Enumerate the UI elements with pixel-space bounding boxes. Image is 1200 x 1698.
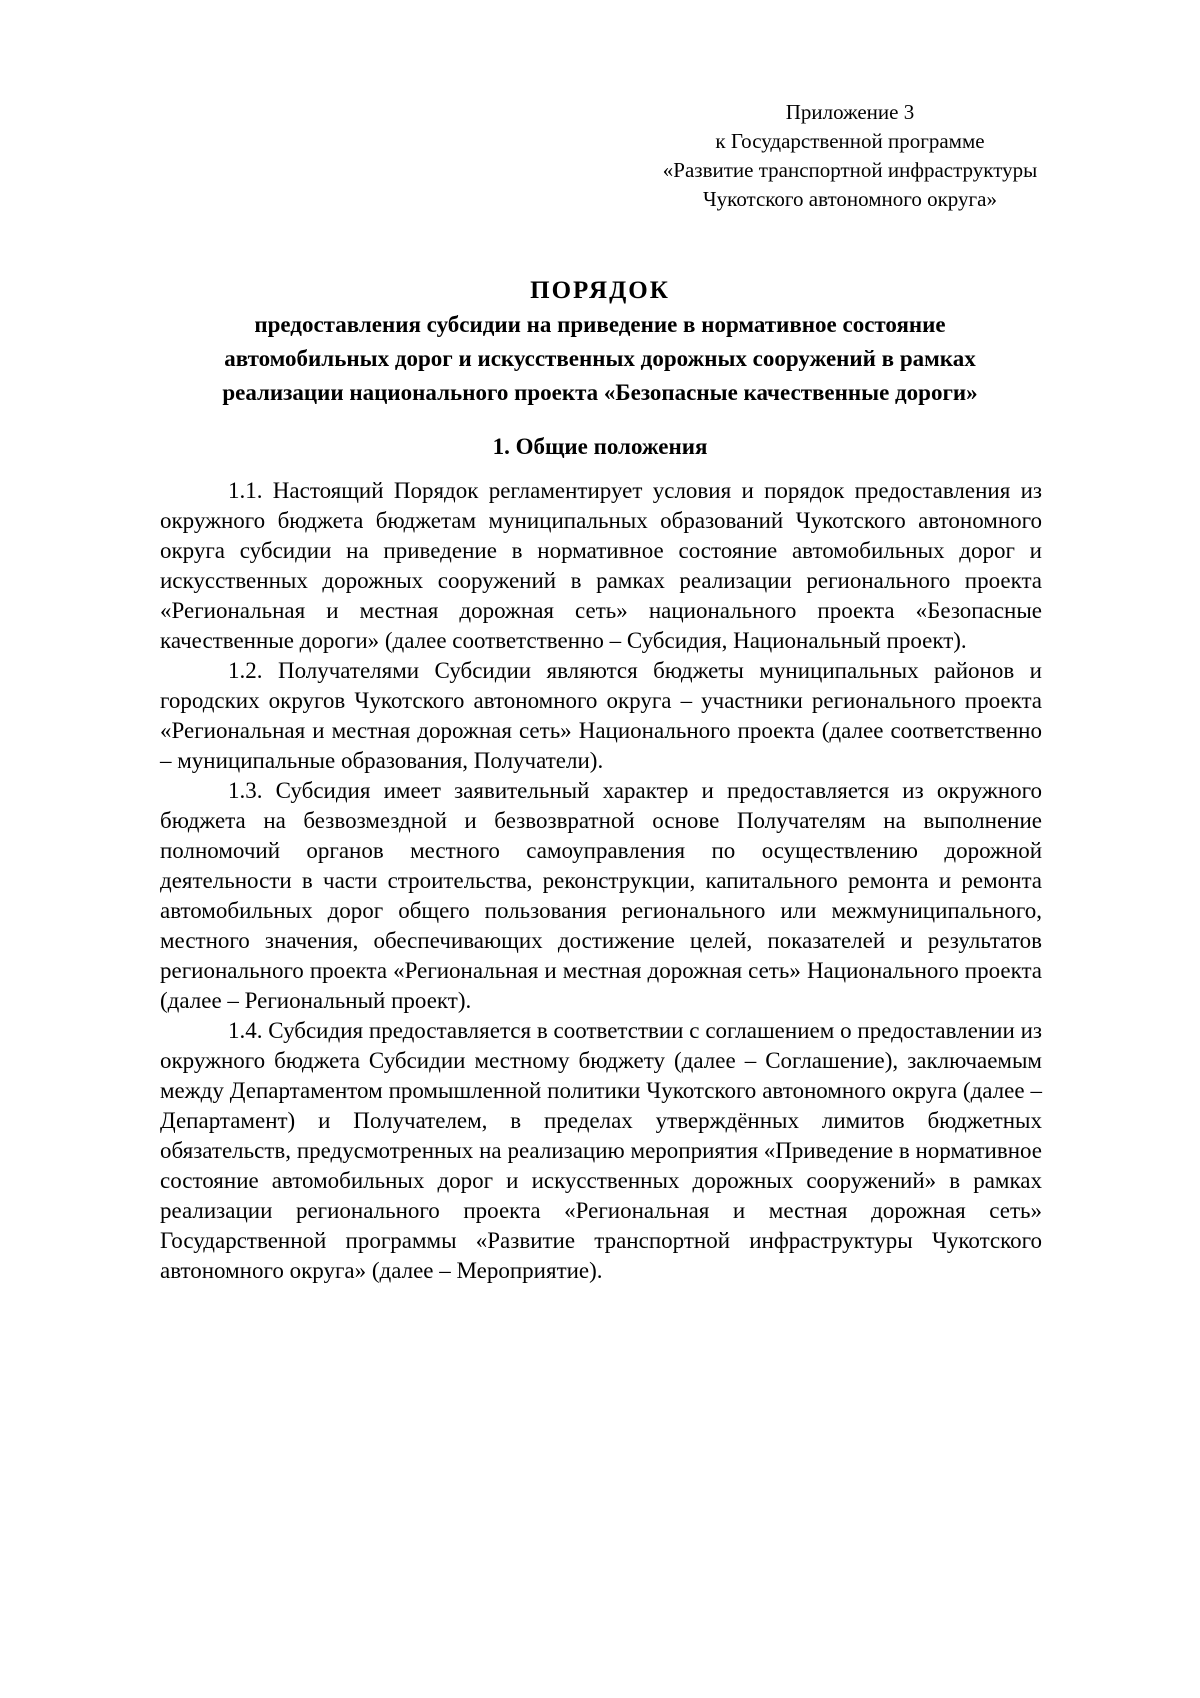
appendix-header <box>600 98 1100 214</box>
paragraph-1-3: 1.3. Субсидия имеет заявительный характер и предоставляется из окружного бюджета на безвозмездной и безвозвратной основе Получателям на выполнение полномочий органов местного самоуправления по осуществлению дорожной деятельности в части строительства, реконструкции, капитального ремонта и ремонта автомобильных дорог общего пользования регионального или межмуниципального, местного значения, обеспечивающих достижение целей, показателей и результатов регионального проекта «Региональная и местная дорожная сеть» Национального проекта (далее – Региональный проект). <box>160 778 1042 1013</box>
appendix-line: Приложение 3 <box>785 100 915 124</box>
appendix-line: Чукотского автономного округа» <box>703 187 997 211</box>
document-subtitle <box>160 308 1040 410</box>
document-body <box>160 476 1042 1286</box>
appendix-line: к Государственной программе <box>715 129 985 153</box>
subtitle-line: автомобильных дорог и искусственных дорожных сооружений в рамках <box>224 346 976 371</box>
paragraph-1-4: 1.4. Субсидия предоставляется в соответствии с соглашением о предоставлении из окружного бюджета Субсидии местному бюджету (далее – Соглашение), заключаемым между Департаментом промышленной политики Чукотского автономного округа (далее – Департамент) и Получателем, в пределах утверждённых лимитов бюджетных обязательств, предусмотренных на реализацию мероприятия «Приведение в нормативное состояние автомобильных дорог и искусственных дорожных сооружений» в рамках реализации регионального проекта «Региональная и местная дорожная сеть» Государственной программы «Развитие транспортной инфраструктуры Чукотского автономного округа» (далее – Мероприятие). <box>160 1018 1042 1283</box>
section-heading: 1. Общие положения <box>492 434 708 459</box>
paragraph-1-1: 1.1. Настоящий Порядок регламентирует условия и порядок предоставления из окружного бюджета бюджетам муниципальных образований Чукотского автономного округа субсидии на приведение в нормативное состояние автомобильных дорог и искусственных дорожных сооружений в рамках реализации регионального проекта «Региональная и местная дорожная сеть» национального проекта «Безопасные качественные дороги» (далее соответственно – Субсидия, Национальный проект). <box>160 478 1042 653</box>
appendix-line: «Развитие транспортной инфраструктуры <box>662 158 1038 182</box>
document-title-block <box>160 274 1040 410</box>
paragraph-1-2: 1.2. Получателями Субсидии являются бюджеты муниципальных районов и городских округов Чукотского автономного округа – участники регионального проекта «Региональная и местная дорожная сеть» Национального проекта (далее соответственно – муниципальные образования, Получатели). <box>160 658 1042 773</box>
document-title: ПОРЯДОК <box>530 277 670 304</box>
subtitle-line: реализации национального проекта «Безопасные качественные дороги» <box>222 380 978 405</box>
subtitle-line: предоставления субсидии на приведение в нормативное состояние <box>254 312 946 337</box>
